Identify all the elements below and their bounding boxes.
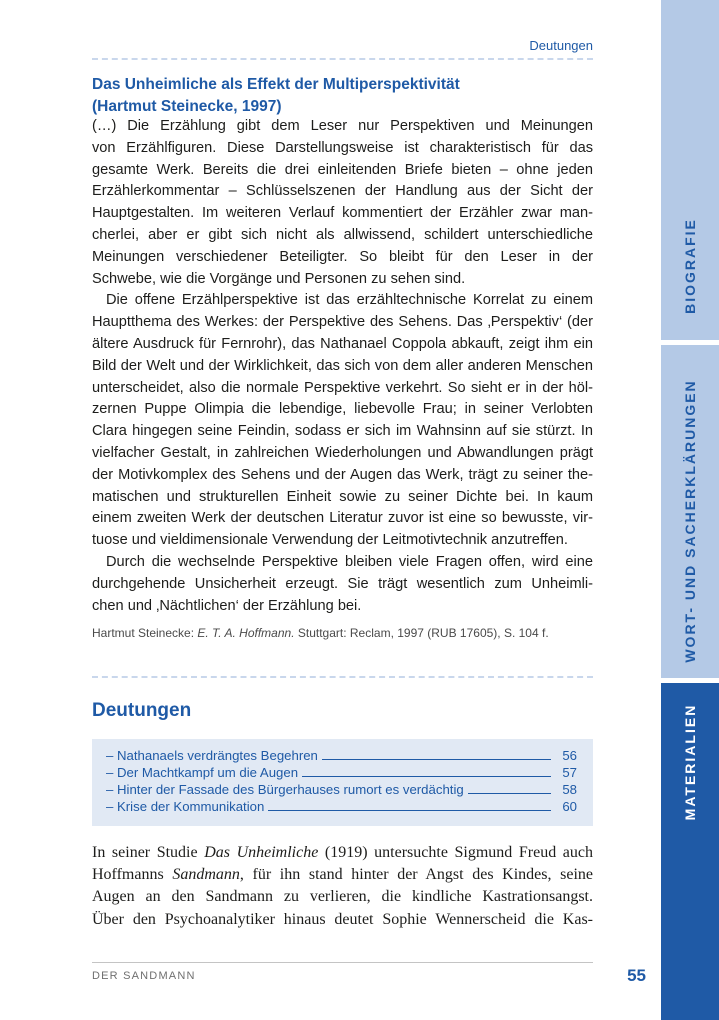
quote-line: zernen Puppe Olimpia die lebendige, liebevolle Frau; in seiner Verlobten	[92, 401, 593, 418]
section-title: Deutungen	[92, 700, 192, 721]
side-tab-wort-und-sacherklaerungen[interactable]	[661, 345, 719, 678]
toc-entry[interactable]	[106, 782, 577, 799]
toc-leader	[268, 799, 551, 811]
quote-line: vielfacher Gestalt, in zahlreichen Wiederholungen und Abwandlungen prägt	[92, 444, 593, 461]
body-line	[92, 842, 593, 864]
side-tab-materialien[interactable]	[661, 683, 719, 1020]
toc-entry-page: 58	[562, 782, 577, 797]
quote-line: (…) Die Erzählung gibt dem Leser nur Perspektiven und Meinungen	[92, 118, 593, 134]
toc-entry[interactable]	[106, 748, 577, 765]
footer-divider	[92, 962, 593, 963]
quote-line: cherlei, aber er gibt sich nicht als allwissend, schildert unterschiedliche	[92, 226, 593, 243]
side-tab-biografie[interactable]	[661, 0, 719, 340]
quote-body	[92, 116, 593, 617]
quote-line: Hauptthema des Werkes: der Perspektive des Sehens. Das ‚Perspektiv‘ (der	[92, 314, 593, 331]
side-tab-label: MATERIALIEN	[682, 703, 698, 821]
dashed-divider-section	[92, 676, 593, 678]
quote-heading-attribution: (Hartmut Steinecke, 1997)	[92, 98, 282, 115]
body-line: Über den Psychoanalytiker hinaus deutet Sophie Wennerscheid die Kas-	[92, 910, 593, 928]
work-title: Sandmann	[172, 866, 240, 884]
running-head: Deutungen	[529, 38, 593, 53]
quote-source	[92, 626, 593, 640]
toc-entry-label: – Hinter der Fassade des Bürgerhauses rumort es verdächtig	[106, 782, 464, 797]
quote-line: tuose und vieldimensionale Verwendung der Leitmotivtechnik anzutreffen.	[92, 532, 568, 549]
toc-entry-label: – Krise der Kommunikation	[106, 799, 265, 814]
toc-entry-label: – Der Machtkampf um die Augen	[106, 765, 299, 780]
body-text-fragment: Hoffmanns	[92, 866, 173, 884]
quote-line: matischen und strukturellen Einheit sowie zu seiner Dichte bei. In kaum	[92, 488, 593, 505]
toc-leader	[302, 765, 551, 777]
side-tab-label: WORT- UND SACHERKLÄRUNGEN	[682, 379, 698, 663]
body-line	[92, 864, 593, 886]
page-number: 55	[627, 966, 646, 985]
quote-line: der Motivkomplex des Sehens und der Augen das Werk, trägt zu seiner the-	[92, 466, 593, 483]
quote-line: durchgehende Unsicherheit erzeugt. Sie trägt wesentlich zum Unheimli-	[92, 575, 593, 592]
work-title: Das Unheimliche	[204, 844, 319, 861]
source-title: E. T. A. Hoffmann.	[197, 626, 295, 640]
quote-line: gesamte Werk. Bereits die drei einleitenden Briefe bieten – ohne jeden	[92, 161, 593, 178]
quote-heading	[92, 74, 593, 118]
body-text	[92, 842, 593, 931]
quote-line: ältere Ausdruck für Fernrohr), das Nathanael Coppola abkauft, zeigt ihm ein	[92, 335, 593, 352]
side-tab-label: BIOGRAFIE	[682, 218, 698, 314]
toc-leader	[322, 748, 551, 760]
toc-entry-page: 56	[562, 748, 577, 763]
quote-line: Durch die wechselnde Perspektive bleiben viele Fragen offen, wird eine	[106, 553, 593, 570]
toc-leader	[468, 782, 551, 794]
source-author: Hartmut Steinecke:	[92, 626, 198, 640]
quote-line: Schwebe, wie die Vorgänge und Personen zu sehen sind.	[92, 270, 466, 287]
quote-line: Hauptgestalten. Im weiteren Verlauf kommentiert der Erzähler zwar man-	[92, 205, 593, 222]
quote-line: einem zweiten Werk der deutschen Literatur zuvor ist eine so bewusste, vir-	[92, 510, 593, 527]
source-details: Stuttgart: Reclam, 1997 (RUB 17605), S. 104 f.	[294, 626, 549, 640]
quote-line: Clara hingegen seine Feindin, sodass er sich im Wahnsinn auf sie stürzt. In	[92, 423, 593, 440]
toc-box	[92, 739, 593, 826]
toc-entry-page: 57	[562, 765, 577, 780]
dashed-divider-top	[92, 58, 593, 60]
quote-line: Bild der Welt und der Wirklichkeit, das sich von dem aller anderen Menschen	[92, 357, 593, 374]
quote-line: chen und ‚Nächtlichen‘ der Erzählung bei.	[92, 597, 362, 614]
body-text-fragment: In seiner Studie	[92, 844, 205, 861]
quote-line: von Erzählfiguren. Diese Darstellungsweise ist charakteristisch für das	[92, 139, 593, 156]
toc-entry-label: – Nathanaels verdrängtes Begehren	[106, 748, 318, 763]
quote-line: unterscheidet, also die normale Perspektive verkehrt. So sieht er in der höl-	[92, 379, 593, 396]
toc-entry[interactable]	[106, 765, 577, 782]
quote-line: Meinungen verschiedener Beteiligter. So bleibt für den Leser in der	[92, 248, 593, 265]
quote-line: Die offene Erzählperspektive ist das erzähltechnische Korrelat zu einem	[106, 292, 593, 309]
toc-entry[interactable]	[106, 799, 577, 816]
body-text-fragment: (1919) untersuchte Sigmund Freud auch	[318, 844, 594, 861]
quote-line: Erzählerkommentar – Schlüsselszenen der Handlung aus der Sicht der	[92, 183, 593, 200]
quote-heading-title: Das Unheimliche als Effekt der Multiperspektivität	[92, 76, 460, 93]
toc-entry-page: 60	[562, 799, 577, 814]
body-line: Augen an den Sandmann zu verlieren, die kindliche Kastrationsangst.	[92, 888, 593, 906]
body-text-fragment: , für ihn stand hinter der Angst des Kindes, seine	[239, 866, 594, 884]
footer-book-title: DER SANDMANN	[92, 970, 196, 982]
